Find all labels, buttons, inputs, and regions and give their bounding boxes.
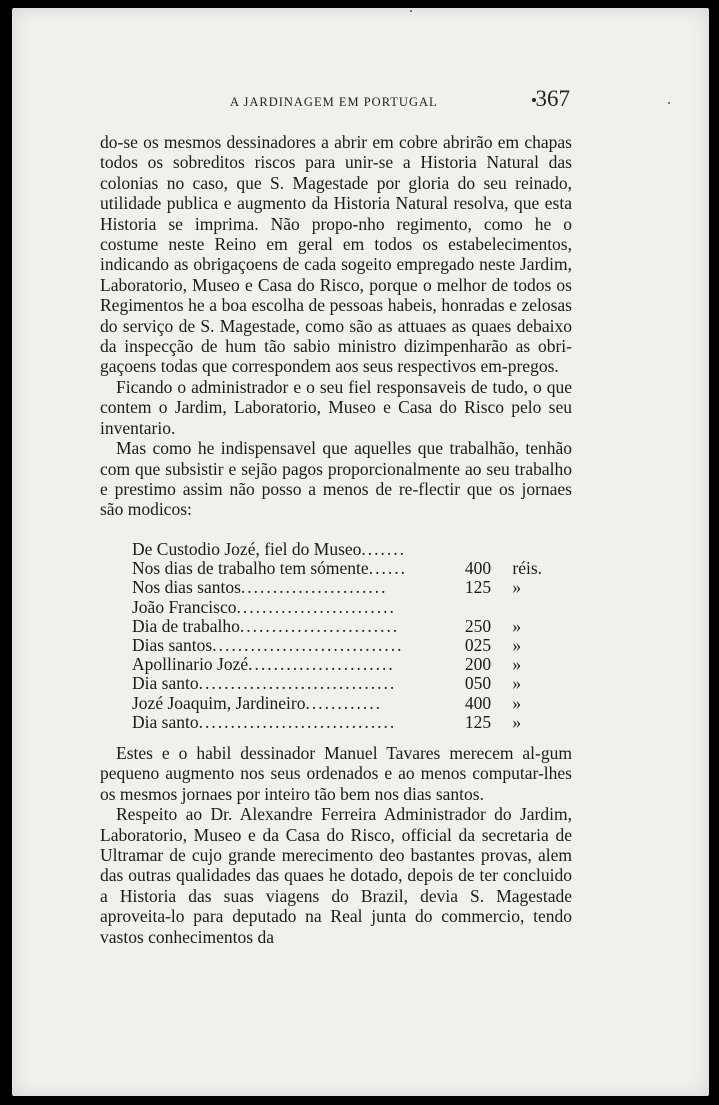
wage-label: Dia de trabalho.........................	[132, 616, 400, 636]
paragraph: Estes e o habil dessinador Manuel Tavares merecem al-gum pequeno augmento nos seus ordenados e ao menos computar-lhes os mesmos jornaes por inteiro tão bem nos dias santos.	[100, 743, 572, 804]
wage-row	[132, 598, 552, 617]
wage-row	[132, 578, 552, 597]
wage-unit: »	[512, 711, 522, 732]
wage-label: Jozé Joaquim, Jardineiro............	[132, 693, 382, 713]
wage-row	[132, 694, 552, 713]
wage-label: Apollinario Jozé.......................	[132, 655, 395, 675]
wage-amount: 250	[464, 615, 492, 636]
wage-label: De Custodio Jozé, fiel do Museo.......	[132, 540, 407, 559]
wage-label: Dias santos..............................	[132, 635, 404, 655]
wage-amount: 025	[464, 634, 492, 655]
wage-label: Dia santo...............................	[132, 712, 397, 732]
wage-label: Nos dias santos.......................	[132, 578, 388, 598]
wage-label: João Francisco.........................	[132, 597, 396, 617]
running-title: A JARDINAGEM EM PORTUGAL	[230, 95, 438, 109]
ink-speck	[668, 102, 670, 104]
wage-amount: 125	[464, 577, 492, 598]
wage-unit: réis.	[512, 558, 543, 579]
page-header	[230, 86, 570, 114]
paragraph: Ficando o administrador e o seu fiel responsaveis de tudo, o que contem o Jardim, Laboratorio, Museo e Casa do Risco pelo seu inventario.	[100, 376, 572, 438]
wage-label: Nos dias de trabalho tem sómente......	[132, 559, 407, 579]
wage-amount: 400	[464, 558, 492, 579]
wage-row	[132, 540, 552, 559]
wage-list	[132, 540, 552, 732]
body-text-top	[100, 132, 572, 520]
wage-row	[132, 559, 552, 578]
wage-unit: »	[512, 673, 522, 694]
wage-amount: 050	[464, 673, 492, 694]
wage-amount: 400	[464, 692, 492, 713]
wage-unit: »	[512, 577, 522, 598]
wage-row	[132, 674, 552, 693]
paragraph: Respeito ao Dr. Alexandre Ferreira Administrador do Jardim, Laboratorio, Museo e da Casa do Risco, official da secretaria de Ultramar de cujo grande merecimento deo bastantes provas, alem das outras qualidades das quaes he dotado, depois de ter concluido a Historia das suas viagens do Brazil, devia S. Magestade aproveita-lo para deputado na Real junta do commercio, tendo vastos conhecimentos da	[100, 804, 572, 947]
page-number: 367	[535, 86, 570, 111]
wage-amount: 125	[464, 711, 492, 732]
wage-label: Dia santo...............................	[132, 674, 397, 694]
wage-unit: »	[512, 615, 522, 636]
wage-unit: »	[512, 654, 522, 675]
body-text-bottom	[100, 743, 572, 947]
ink-speck	[410, 10, 412, 12]
wage-row	[132, 617, 552, 636]
wage-unit: »	[512, 634, 522, 655]
wage-row	[132, 713, 552, 732]
paragraph: do-se os mesmos dessinadores a abrir em cobre abrirão em chapas todos os sobreditos riscos para unir-se a Historia Natural das colonias no caso, que S. Magestade por gloria do seu reinado, utilidade publica e augmento da Historia Natural resolva, que esta Historia se imprima. Não propo-nho regimento, como he o costume neste Reino em geral em todos os estabelecimentos, indicando as obrigaçoens de cada sogeito empregado neste Jardim, Laboratorio, Museo e Casa do Risco, porque o melhor de todos os Regimentos he a boa escolha de pessoas habeis, honradas e zelosas do serviço de S. Magestade, como são as attuaes as quaes debaixo da inspecção de hum tão sabio ministro dizimpenharão as obri-gaçoens todas que correspondem aos seus respectivos em-pregos.	[100, 132, 572, 377]
wage-unit: »	[512, 692, 522, 713]
wage-row	[132, 636, 552, 655]
paragraph: Mas como he indispensavel que aquelles que trabalhão, tenhão com que subsistir e sejão pagos proporcionalmente ao seu trabalho e prestimo assim não posso a menos de re-flectir que os jornaes são modicos:	[100, 438, 572, 520]
wage-amount: 200	[464, 654, 492, 675]
wage-row	[132, 655, 552, 674]
